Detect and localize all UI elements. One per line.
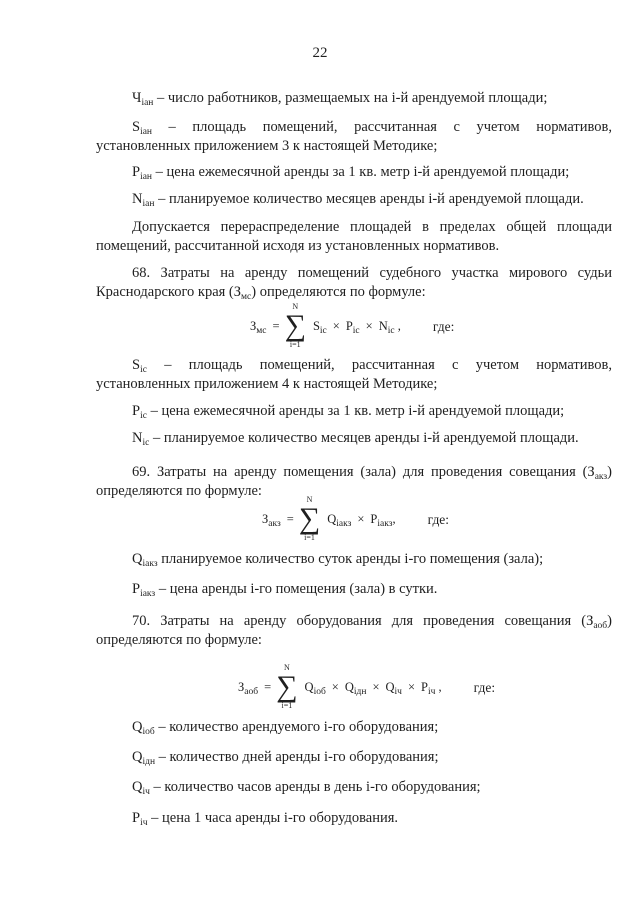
formula-zaob: $З_{аоб}$ = N ∑ i=1 $Q_{iоб}$ × $Q_{iдн}$ × $Q_{iч}$ × $P_{iч}$ , где: xyxy=(238,663,496,710)
section-70-line2: определяются по формуле: xyxy=(96,632,262,648)
definition-nic: $N_{ic}$ – планируемое количество месяцев аренды i-й арендуемой площади. xyxy=(132,430,579,448)
definition-pich: $P_{iч}$ – цена 1 часа аренды i-го оборудования. xyxy=(132,810,399,828)
definition-sic-line2: установленных приложением 4 к настоящей Методике; xyxy=(96,376,438,392)
definition-pan: $P_{iан}$ – цена ежемесячной аренды за 1 кв. метр i-й арендуемой площади; xyxy=(132,164,570,182)
redistribution-line1: Допускается перераспределение площадей в пределах общей площади xyxy=(132,219,612,235)
formula-where: где: xyxy=(432,318,455,334)
definition-nan: $N_{iан}$ – планируемое количество месяцев аренды i-й арендуемой площади. xyxy=(132,191,584,209)
definition-pic: $P_{ic}$ – цена ежемесячной аренды за 1 кв. метр i-й арендуемой площади; xyxy=(132,403,565,421)
redistribution-line2: помещений, рассчитанной исходя из установленных нормативов. xyxy=(96,238,500,254)
definition-piakz: $P_{iакз}$ – цена аренды i-го помещения (зала) в сутки. xyxy=(132,581,438,599)
section-70-line1: 70. Затраты на аренду оборудования для проведения совещания $(З_{аоб})$ xyxy=(132,613,612,631)
definition-san-line2: установленных приложением 3 к настоящей Методике; xyxy=(96,138,438,154)
sum-operator: N ∑ i=1 xyxy=(276,663,298,710)
formula-where: где: xyxy=(427,511,450,527)
formula-zms: $З_{мс}$ = N ∑ i=1 $S_{ic}$ × $P_{ic}$ × $N_{ic}$ , где: xyxy=(250,302,455,349)
definition-qidn: $Q_{iдн}$ – количество дней аренды i-го оборудования; xyxy=(132,749,439,767)
sum-operator: N ∑ i=1 xyxy=(298,495,321,542)
section-68-line1: 68. Затраты на аренду помещений судебного участка мирового судьи xyxy=(132,265,612,281)
definition-san-line1: $S_{iан}$ – площадь помещений, рассчитанная с учетом нормативов, xyxy=(132,119,612,137)
section-69-line2: определяются по формуле: xyxy=(96,483,262,499)
definition-qich: $Q_{iч}$ – количество часов аренды в день i-го оборудования; xyxy=(132,779,481,797)
formula-lhs: $З_{мс}$ xyxy=(250,318,267,336)
definition-sic-line1: $S_{ic}$ – площадь помещений, рассчитанная с учетом нормативов, xyxy=(132,357,612,375)
section-69-line1: 69. Затраты на аренду помещения (зала) для проведения совещания $(З_{акз})$ xyxy=(132,464,612,482)
definition-chan: $Ч_{iан}$ – число работников, размещаемых на i-й арендуемой площади; xyxy=(132,90,548,108)
sum-operator: N ∑ i=1 xyxy=(284,302,306,349)
page-number: 22 xyxy=(312,45,328,61)
definition-qiakz: $Q_{iакз}$ планируемое количество суток аренды i-го помещения (зала); xyxy=(132,551,544,569)
definition-qiob: $Q_{iоб}$ – количество арендуемого i-го оборудования; xyxy=(132,719,439,737)
section-68-line2: Краснодарского края $(З_{мс})$ определяются по формуле: xyxy=(96,284,426,302)
formula-zakz: $З_{акз}$ = N ∑ i=1 $Q_{iакз}$ × $P_{iакз}$, где: xyxy=(262,495,450,542)
formula-where: где: xyxy=(473,679,496,695)
